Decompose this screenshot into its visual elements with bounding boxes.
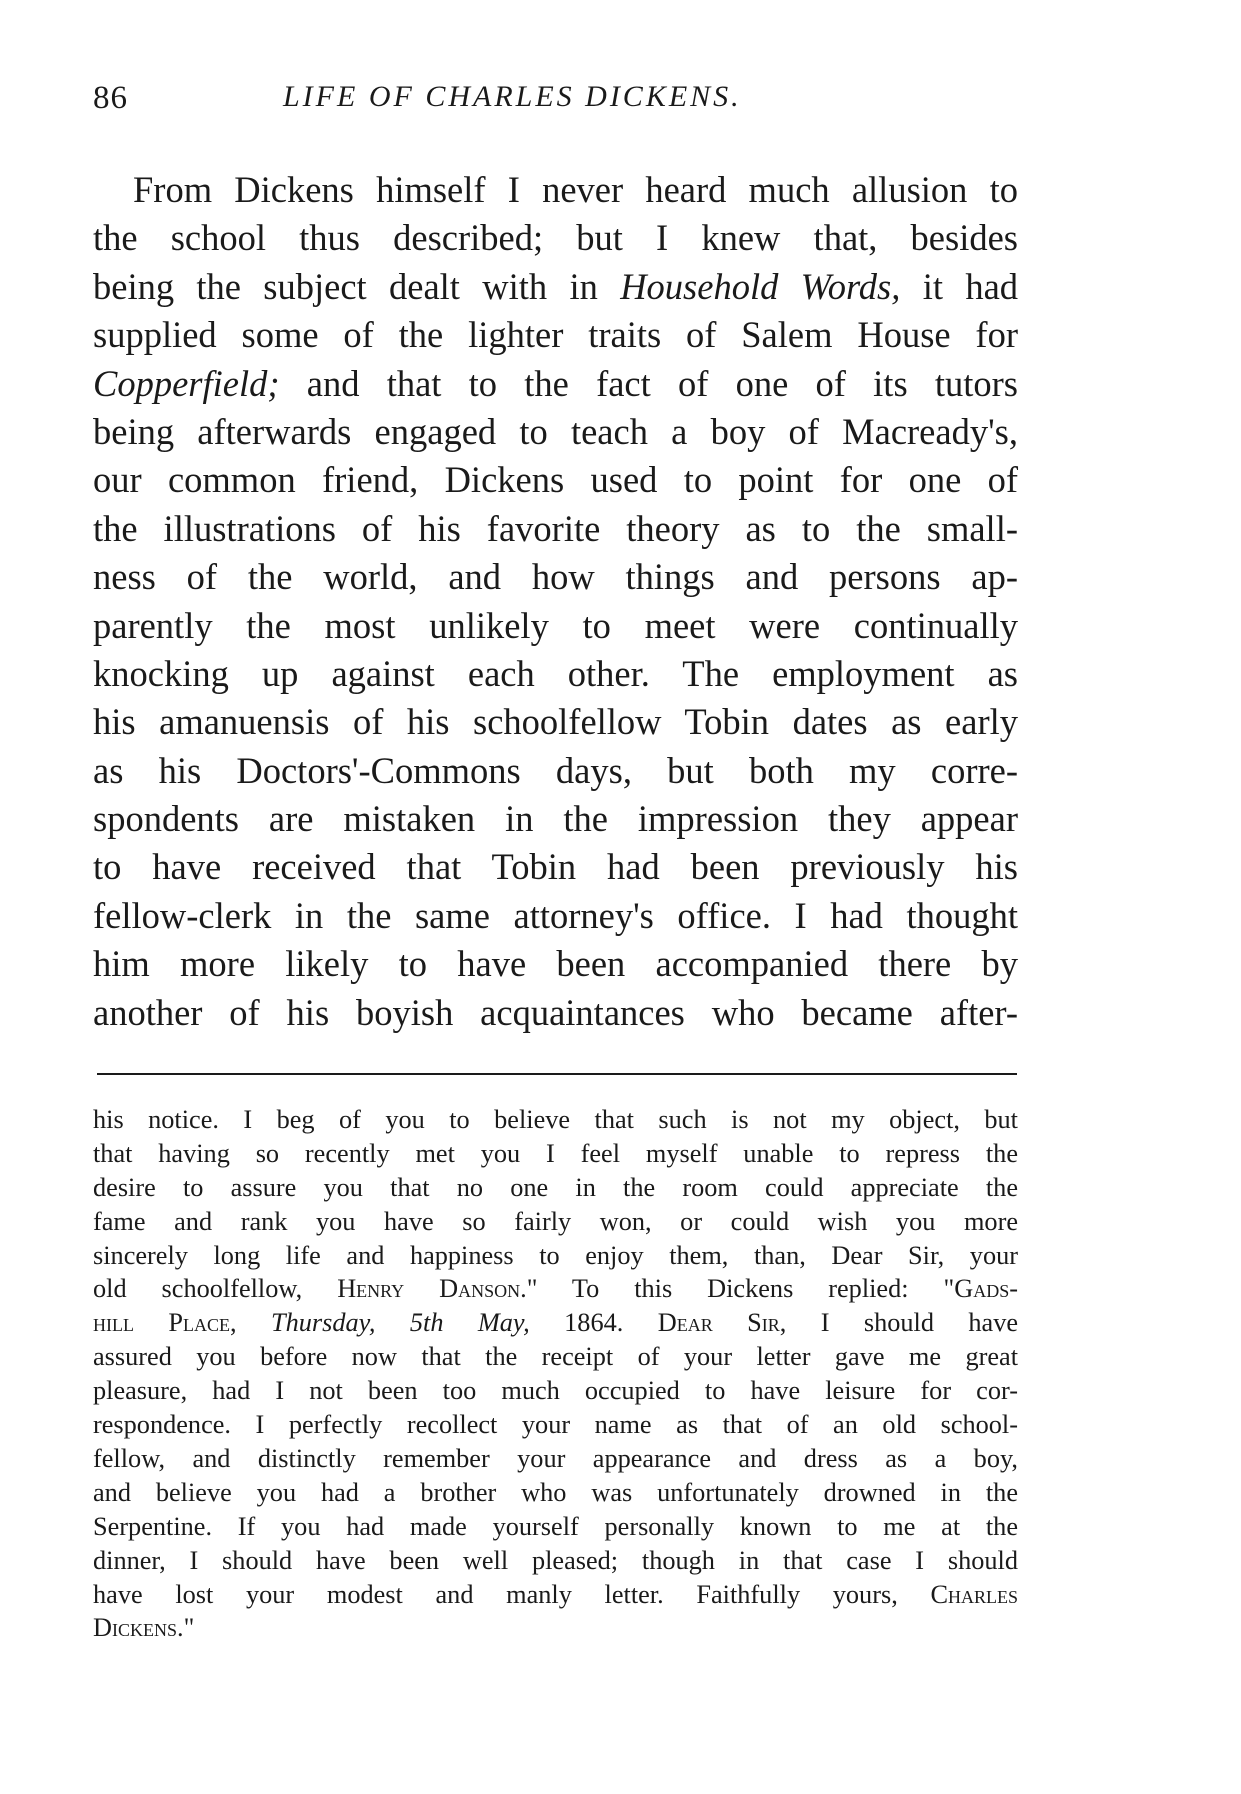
page-number: 86 (93, 80, 128, 116)
footnote-divider (97, 1073, 1017, 1075)
text-line: another of his boyish acquaintances who became after- (93, 991, 1018, 1033)
footnote-line: respondence. I perfectly recollect your name as that of an old school- (93, 1410, 1018, 1440)
text-line: as his Doctors'-Commons days, but both my corre- (93, 749, 1018, 791)
text-line: Copperfield; and that to the fact of one of its tutors (93, 362, 1019, 404)
footnote-line: old schoolfellow, Henry Danson." To this Dickens replied: "Gads- (93, 1274, 1018, 1304)
footnote (93, 1103, 1018, 1645)
footnote-line: pleasure, had I not been too much occupied to have leisure for cor- (93, 1376, 1018, 1406)
text-line: parently the most unlikely to meet were continually (93, 604, 1018, 646)
footnote-line: and believe you had a brother who was unfortunately drowned in the (93, 1477, 1018, 1507)
text-line: spondents are mistaken in the impression they appear (93, 798, 1018, 840)
italic-title: Copperfield; (93, 362, 280, 404)
footnote-line: desire to assure you that no one in the room could appreciate the (93, 1172, 1018, 1202)
book-page (93, 70, 1018, 1645)
text-line: him more likely to have been accompanied there by (93, 943, 1018, 985)
footnote-line: his notice. I beg of you to believe that such is not my object, but (93, 1105, 1018, 1135)
footnote-line: have lost your modest and manly letter. Faithfully yours, Charles (93, 1579, 1019, 1609)
text-line: his amanuensis of his schoolfellow Tobin dates as early (93, 701, 1018, 743)
text-line: From Dickens himself I never heard much allusion to (133, 169, 1018, 210)
text-line: the school thus described; but I knew that, besides (93, 217, 1018, 259)
text-line: supplied some of the lighter traits of Salem House for (93, 314, 1018, 356)
running-head (93, 70, 1018, 120)
small-caps-name: Dickens. (93, 1613, 184, 1643)
text-line: to have received that Tobin had been previously his (93, 846, 1018, 888)
main-text (93, 166, 1018, 1037)
footnote-line: hill Place, Thursday, 5th May, 1864. Dear Sir, I should have (93, 1308, 1019, 1338)
footnote-line: Serpentine. If you had made yourself personally known to me at the (93, 1511, 1018, 1541)
footnote-line: dinner, I should have been well pleased; though in that case I should (93, 1545, 1018, 1575)
footnote-line: that having so recently met you I feel myself unable to repress the (93, 1138, 1018, 1168)
text-line: knocking up against each other. The employment as (93, 652, 1018, 694)
text-line: ness of the world, and how things and persons ap- (93, 556, 1018, 598)
text-line: our common friend, Dickens used to point for one of (93, 459, 1018, 501)
footnote-line: assured you before now that the receipt of your letter gave me great (93, 1342, 1018, 1372)
italic-title: Household Words, (620, 265, 901, 307)
footnote-line: sincerely long life and happiness to enjoy them, than, Dear Sir, your (93, 1240, 1018, 1270)
small-caps-name: Henry Danson. (337, 1274, 527, 1304)
small-caps-name: Charles (930, 1579, 1019, 1609)
footnote-line: fame and rank you have so fairly won, or could wish you more (93, 1206, 1018, 1236)
running-title: LIFE OF CHARLES DICKENS. (283, 80, 742, 113)
text-line: being the subject dealt with in Household Words, it had (93, 265, 1019, 307)
footnote-line: Dickens." (93, 1613, 195, 1643)
text-line: fellow-clerk in the same attorney's office. I had thought (93, 894, 1018, 936)
text-line: being afterwards engaged to teach a boy of Macready's, (93, 410, 1018, 452)
footnote-line: fellow, and distinctly remember your appearance and dress as a boy, (93, 1443, 1018, 1473)
text-line: the illustrations of his favorite theory as to the small- (93, 507, 1018, 549)
